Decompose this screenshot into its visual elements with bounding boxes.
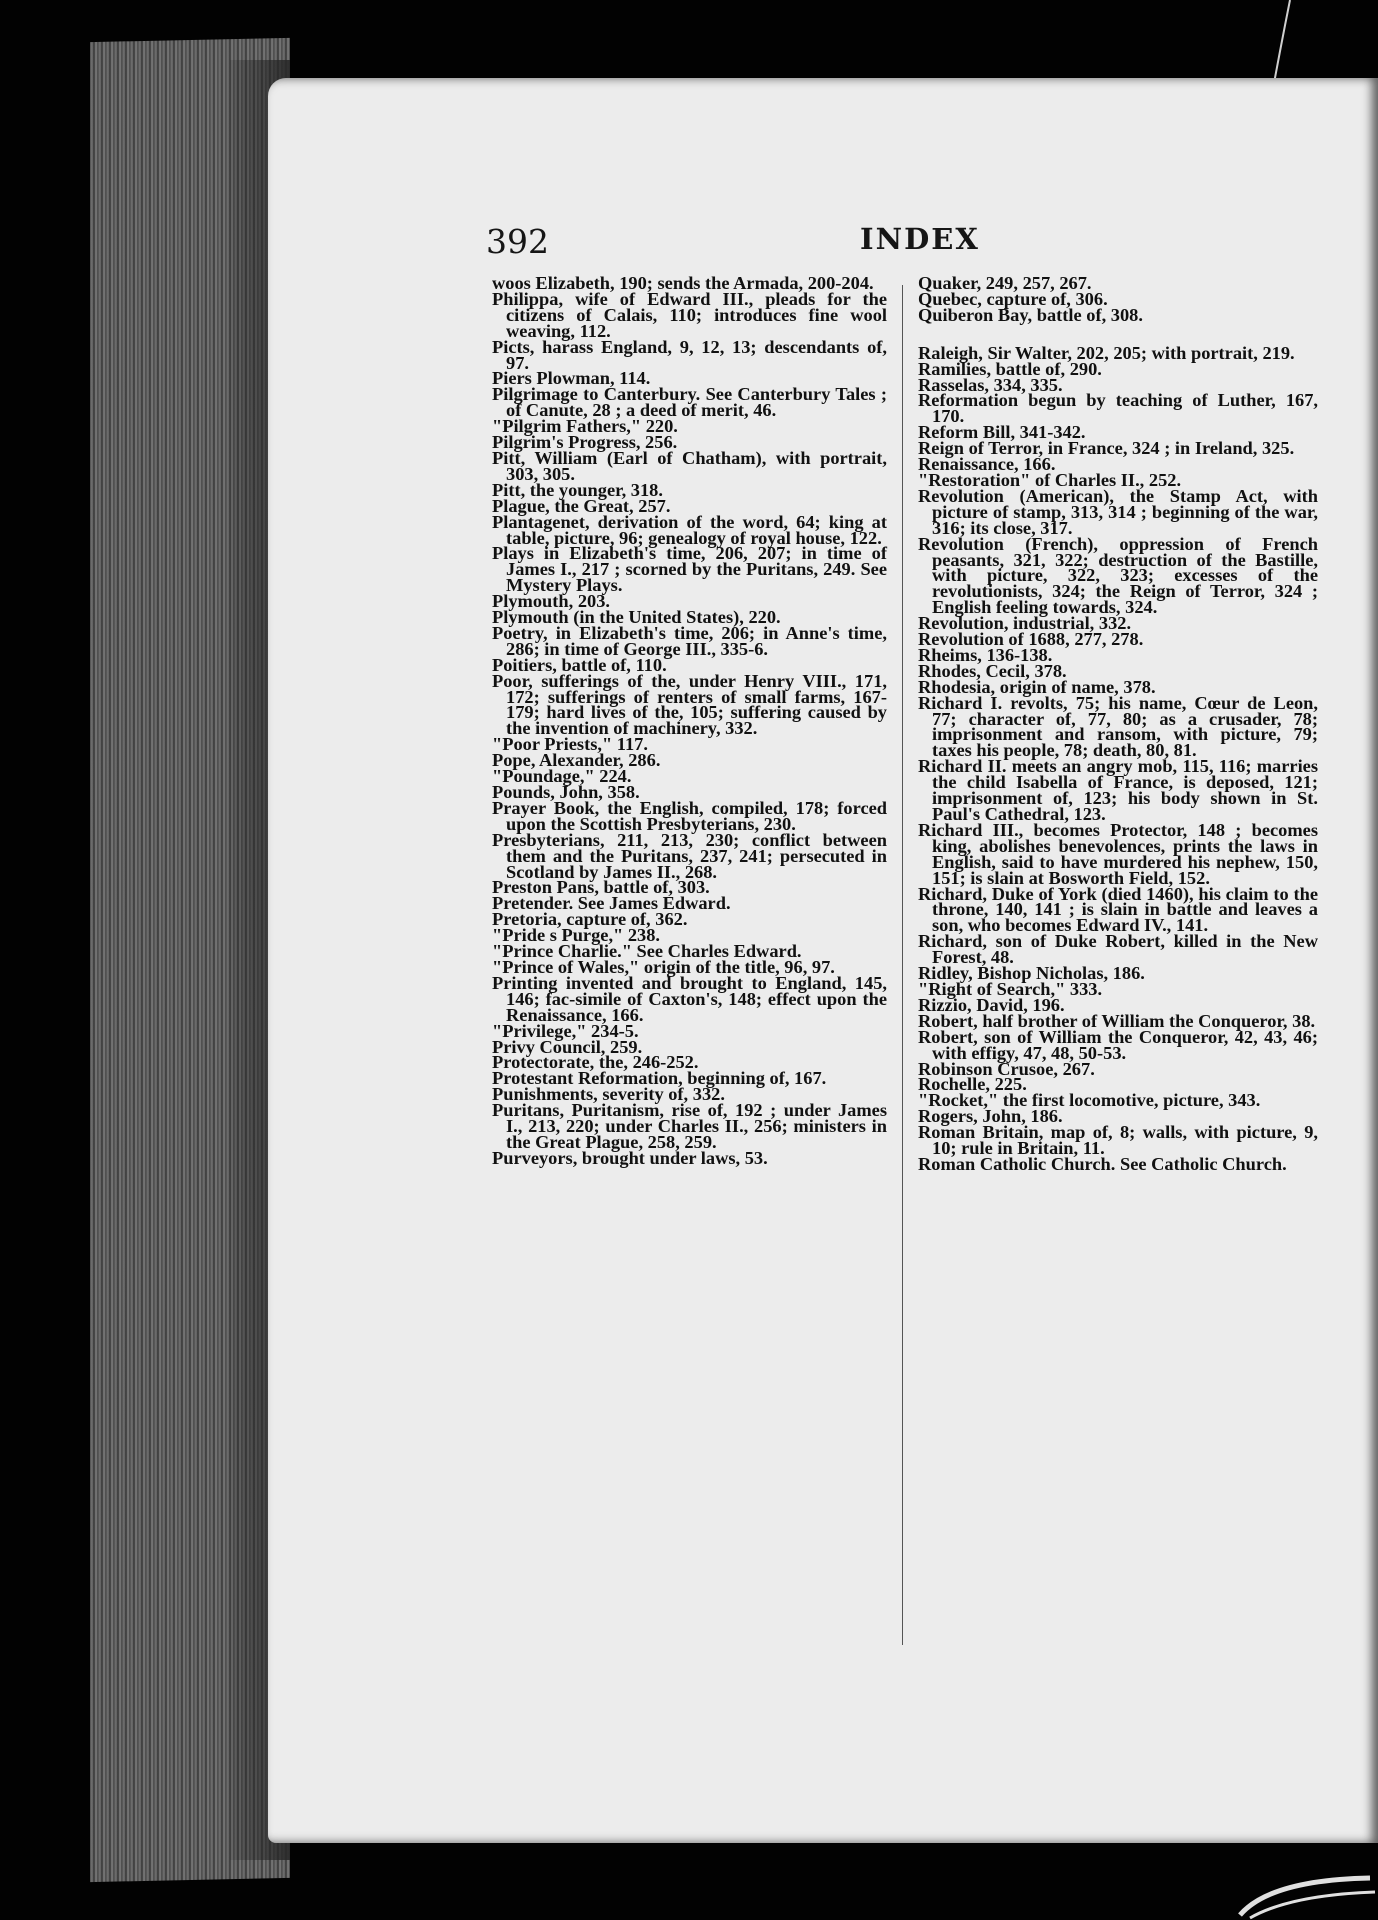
index-entry: Richard II. meets an angry mob, 115, 116; marries the child Isabella of France, is deposed, 121; imprisonment of, 123; his body shown in St. Paul's Cathedral, 123. bbox=[918, 756, 1318, 824]
scan-scratch-bottom bbox=[1230, 1860, 1378, 1920]
index-entry: Richard, Duke of York (died 1460), his claim to the throne, 140, 141 ; is slain in battle and leaves a son, who becomes Edward IV., 141. bbox=[918, 883, 1318, 936]
index-entry: Plymouth, 203. bbox=[492, 591, 611, 612]
index-entry: Rasselas, 334, 335. bbox=[918, 374, 1063, 395]
index-entry: Quebec, capture of, 306. bbox=[918, 288, 1108, 309]
index-entry: "Poundage," 224. bbox=[492, 766, 632, 787]
page-header: INDEX bbox=[860, 222, 980, 256]
index-entry: Plymouth (in the United States), 220. bbox=[492, 607, 781, 628]
index-entry: Pounds, John, 358. bbox=[492, 782, 640, 802]
index-entry: Roman Britain, map of, 8; walls, with picture, 9, 10; rule in Britain, 11. bbox=[918, 1122, 1318, 1159]
index-entry: Renaissance, 166. bbox=[918, 454, 1056, 475]
index-entry: Protestant Reformation, beginning of, 167. bbox=[492, 1068, 827, 1089]
index-entry: Plays in Elizabeth's time, 206, 207; in time of James I., 217 ; scorned by the Puritans, 249. See Mystery Plays. bbox=[492, 543, 887, 596]
index-entry: Roman Catholic Church. See Catholic Church. bbox=[918, 1153, 1287, 1174]
index-section-q bbox=[918, 273, 1318, 325]
index-entry: Rochelle, 225. bbox=[918, 1074, 1027, 1095]
index-entry: Pitt, William (Earl of Chatham), with portrait, 303, 305. bbox=[492, 447, 887, 484]
page-number: 392 bbox=[486, 222, 549, 261]
index-entry: Presbyterians, 211, 213, 230; conflict between them and the Puritans, 237, 241; persecuted in Scotland by James II., 268. bbox=[492, 829, 887, 882]
index-entry: Pretoria, capture of, 362. bbox=[492, 909, 688, 930]
index-entry: Preston Pans, battle of, 303. bbox=[492, 877, 710, 898]
index-entry: "Poor Priests," 117. bbox=[492, 734, 648, 755]
index-entry: Ridley, Bishop Nicholas, 186. bbox=[918, 963, 1145, 984]
index-entry: Rheims, 136-138. bbox=[918, 644, 1053, 665]
column-divider bbox=[902, 285, 903, 1645]
index-entry: Purveyors, brought under laws, 53. bbox=[492, 1147, 768, 1168]
index-entry: Rhodes, Cecil, 378. bbox=[918, 660, 1067, 681]
index-entry: "Prince Charlie." See Charles Edward. bbox=[492, 941, 802, 962]
index-entry: Quaker, 249, 257, 267. bbox=[918, 273, 1092, 293]
index-entry: Richard, son of Duke Robert, killed in the New Forest, 48. bbox=[918, 931, 1318, 968]
index-column-left bbox=[492, 273, 887, 1168]
index-entry: Robert, half brother of William the Conqueror, 38. bbox=[918, 1010, 1316, 1031]
index-entry: Reign of Terror, in France, 324 ; in Ireland, 325. bbox=[918, 438, 1295, 459]
index-section-r bbox=[918, 342, 1318, 1174]
index-entry: Robinson Crusoe, 267. bbox=[918, 1058, 1095, 1079]
index-entry: Philippa, wife of Edward III., pleads for the citizens of Calais, 110; introduces fine wool weaving, 112. bbox=[492, 288, 887, 341]
index-entry: Rogers, John, 186. bbox=[918, 1106, 1063, 1127]
index-entry: Poetry, in Elizabeth's time, 206; in Anne's time, 286; in time of George III., 335-6. bbox=[492, 622, 887, 659]
index-entry: Punishments, severity of, 332. bbox=[492, 1084, 725, 1105]
index-entry: Plantagenet, derivation of the word, 64; king at table, picture, 96; genealogy of royal house, 122. bbox=[492, 511, 887, 548]
index-entry: woos Elizabeth, 190; sends the Armada, 200-204. bbox=[492, 273, 874, 293]
index-entry: Revolution, industrial, 332. bbox=[918, 613, 1132, 634]
index-entry: "Right of Search," 333. bbox=[918, 978, 1103, 999]
index-entry: "Pilgrim Fathers," 220. bbox=[492, 416, 678, 437]
index-entry: Pretender. See James Edward. bbox=[492, 893, 731, 914]
index-entry: Revolution of 1688, 277, 278. bbox=[918, 629, 1144, 650]
index-entry: Pitt, the younger, 318. bbox=[492, 479, 663, 500]
index-entry: Piers Plowman, 114. bbox=[492, 368, 651, 389]
index-entry: Pilgrimage to Canterbury. See Canterbury Tales ; of Canute, 28 ; a deed of merit, 46. bbox=[492, 384, 887, 421]
index-entry: Richard III., becomes Protector, 148 ; becomes king, abolishes benevolences, prints the laws in English, said to have murdered his nephew, 150, 151; is slain at Bosworth Field, 152. bbox=[918, 819, 1318, 888]
index-entry: Pope, Alexander, 286. bbox=[492, 750, 661, 771]
index-entry: "Rocket," the first locomotive, picture, 343. bbox=[918, 1090, 1261, 1111]
index-entry: Pilgrim's Progress, 256. bbox=[492, 432, 678, 453]
index-entry: Rhodesia, origin of name, 378. bbox=[918, 676, 1156, 697]
index-entry: Rizzio, David, 196. bbox=[918, 994, 1065, 1015]
index-entry: Richard I. revolts, 75; his name, Cœur de Leon, 77; character of, 77, 80; as a crusader, 78; imprisonment and ransom, with picture, 79; taxes his people, 78; death, 80, 81. bbox=[918, 692, 1318, 761]
index-entry: "Prince of Wales," origin of the title, 96, 97. bbox=[492, 956, 835, 977]
index-entry: Puritans, Puritanism, rise of, 192 ; under James I., 213, 220; under Charles II., 256; ministers in the Great Plague, 258, 259. bbox=[492, 1100, 887, 1152]
index-entry: Ramilies, battle of, 290. bbox=[918, 358, 1102, 379]
index-entry: Revolution (American), the Stamp Act, with picture of stamp, 313, 314 ; beginning of the war, 316; its close, 317. bbox=[918, 485, 1318, 538]
index-entry: Printing invented and brought to England, 145, 146; fac-simile of Caxton's, 148; effect upon the Renaissance, 166. bbox=[492, 972, 887, 1025]
index-entry: Picts, harass England, 9, 12, 13; descendants of, 97. bbox=[492, 336, 887, 373]
index-column-right bbox=[918, 273, 1318, 1174]
index-entry: Robert, son of William the Conqueror, 42, 43, 46; with effigy, 47, 48, 50-53. bbox=[918, 1026, 1318, 1063]
index-entry: Poor, sufferings of the, under Henry VIII., 171, 172; sufferings of renters of small farms, 167-179; hard lives of the, 105; suffering caused by the invention of machinery, 332. bbox=[492, 670, 887, 739]
index-entry: Prayer Book, the English, compiled, 178; forced upon the Scottish Presbyterians, 230. bbox=[492, 797, 887, 834]
index-entry: Revolution (French), oppression of French peasants, 321, 322; destruction of the Bastille, with picture, 322, 323; excesses of the revolutionists, 324; the Reign of Terror, 324 ; English feeling towards, 324. bbox=[918, 533, 1318, 618]
index-entry: Plague, the Great, 257. bbox=[492, 495, 671, 516]
index-entry: Quiberon Bay, battle of, 308. bbox=[918, 304, 1143, 325]
index-entry: "Pride s Purge," 238. bbox=[492, 925, 661, 946]
index-entry: "Privilege," 234-5. bbox=[492, 1020, 639, 1041]
index-entry: Poitiers, battle of, 110. bbox=[492, 654, 667, 675]
index-entry: Raleigh, Sir Walter, 202, 205; with portrait, 219. bbox=[918, 342, 1295, 363]
index-entry: "Restoration" of Charles II., 252. bbox=[918, 469, 1182, 490]
index-entry: Privy Council, 259. bbox=[492, 1036, 643, 1057]
index-entry: Reform Bill, 341-342. bbox=[918, 422, 1086, 443]
index-entry: Protectorate, the, 246-252. bbox=[492, 1052, 699, 1073]
index-entry: Reformation begun by teaching of Luther, 167, 170. bbox=[918, 390, 1318, 427]
